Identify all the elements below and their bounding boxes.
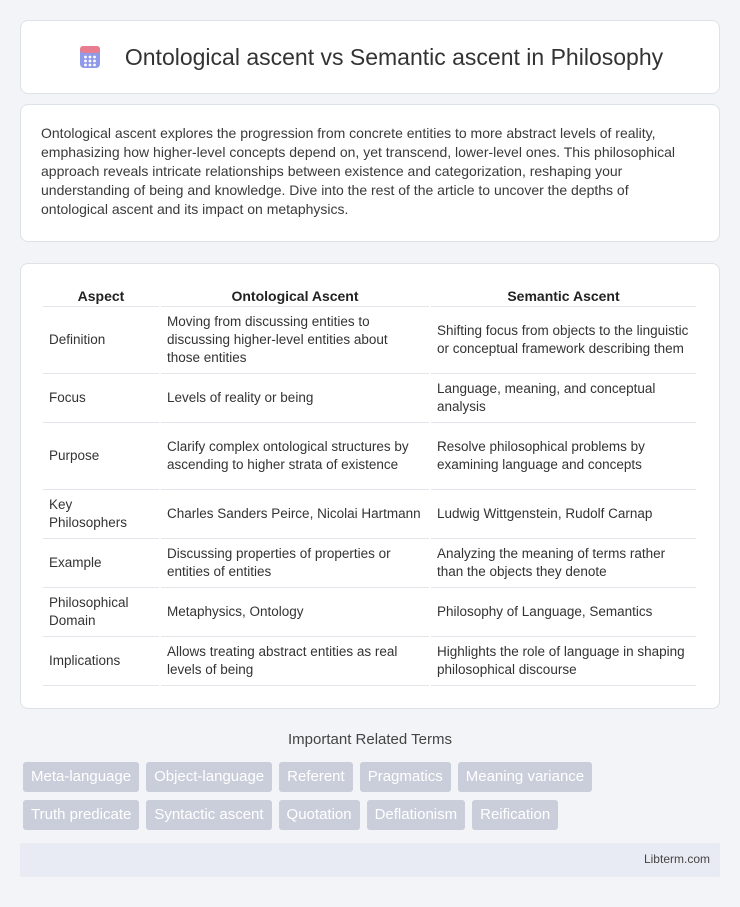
- table-cell: Moving from discussing entities to discussing higher-level entities about those entities: [161, 307, 429, 374]
- table-row: [43, 374, 696, 423]
- footer-site-link[interactable]: Libterm.com: [643, 852, 710, 866]
- table-row: [43, 588, 696, 637]
- related-term-tag[interactable]: Truth predicate: [23, 800, 139, 830]
- table-row: [43, 423, 696, 490]
- related-term-tag[interactable]: Deflationism: [367, 800, 466, 830]
- table-row: [43, 539, 696, 588]
- table-cell: Clarify complex ontological structures by ascending to higher strata of existence: [161, 423, 429, 490]
- table-row: [43, 490, 696, 539]
- related-term-tag[interactable]: Meaning variance: [458, 762, 592, 792]
- related-term-tag[interactable]: Syntactic ascent: [146, 800, 271, 830]
- column-header: Aspect: [43, 286, 159, 307]
- table-cell: Purpose: [43, 423, 159, 490]
- calculator-icon: [77, 44, 103, 70]
- related-term-tag[interactable]: Pragmatics: [360, 762, 451, 792]
- column-header: Ontological Ascent: [161, 286, 429, 307]
- table-row: [43, 637, 696, 686]
- related-term-tag[interactable]: Meta-language: [23, 762, 139, 792]
- table-header-row: [43, 286, 696, 307]
- page-title: Ontological ascent vs Semantic ascent in Philosophy: [124, 43, 664, 70]
- comparison-table: [41, 286, 698, 686]
- table-cell: Focus: [43, 374, 159, 423]
- related-term-tag[interactable]: Referent: [279, 762, 353, 792]
- table-cell: Metaphysics, Ontology: [161, 588, 429, 637]
- related-term-tag[interactable]: Quotation: [279, 800, 360, 830]
- table-cell: Example: [43, 539, 159, 588]
- table-cell: Implications: [43, 637, 159, 686]
- table-cell: Language, meaning, and conceptual analysis: [431, 374, 696, 423]
- intro-text: Ontological ascent explores the progression from concrete entities to more abstract levels of reality, emphasizing how higher-level concepts depend on, yet transcend, lower-level ones. This philosophical approach reveals intricate relationships between existence and categorization, reshaping your understanding of being and knowledge. Dive into the rest of the article to uncover the depths of ontological ascent and its impact on metaphysics.: [41, 125, 675, 217]
- column-header: Semantic Ascent: [431, 286, 696, 307]
- intro-card: [20, 104, 720, 242]
- related-term-tag[interactable]: Object-language: [146, 762, 272, 792]
- related-term-tag[interactable]: Reification: [472, 800, 558, 830]
- table-cell: Levels of reality or being: [161, 374, 429, 423]
- table-cell: Ludwig Wittgenstein, Rudolf Carnap: [431, 490, 696, 539]
- table-cell: Philosophical Domain: [43, 588, 159, 637]
- table-cell: Resolve philosophical problems by examining language and concepts: [431, 423, 696, 490]
- related-terms-title: Important Related Terms: [288, 731, 452, 748]
- tag-row: [23, 800, 723, 830]
- table-cell: Key Philosophers: [43, 490, 159, 539]
- table-cell: Allows treating abstract entities as real levels of being: [161, 637, 429, 686]
- comparison-table-card: [20, 263, 720, 709]
- table-cell: Philosophy of Language, Semantics: [431, 588, 696, 637]
- table-cell: Definition: [43, 307, 159, 374]
- table-cell: Charles Sanders Peirce, Nicolai Hartmann: [161, 490, 429, 539]
- related-terms-tags: [23, 762, 723, 838]
- table-cell: Analyzing the meaning of terms rather than the objects they denote: [431, 539, 696, 588]
- table-cell: Highlights the role of language in shaping philosophical discourse: [431, 637, 696, 686]
- header-card: [20, 20, 720, 94]
- footer: [20, 843, 720, 877]
- table-row: [43, 307, 696, 374]
- table-cell: Shifting focus from objects to the linguistic or conceptual framework describing them: [431, 307, 696, 374]
- tag-row: [23, 762, 723, 792]
- table-cell: Discussing properties of properties or entities of entities: [161, 539, 429, 588]
